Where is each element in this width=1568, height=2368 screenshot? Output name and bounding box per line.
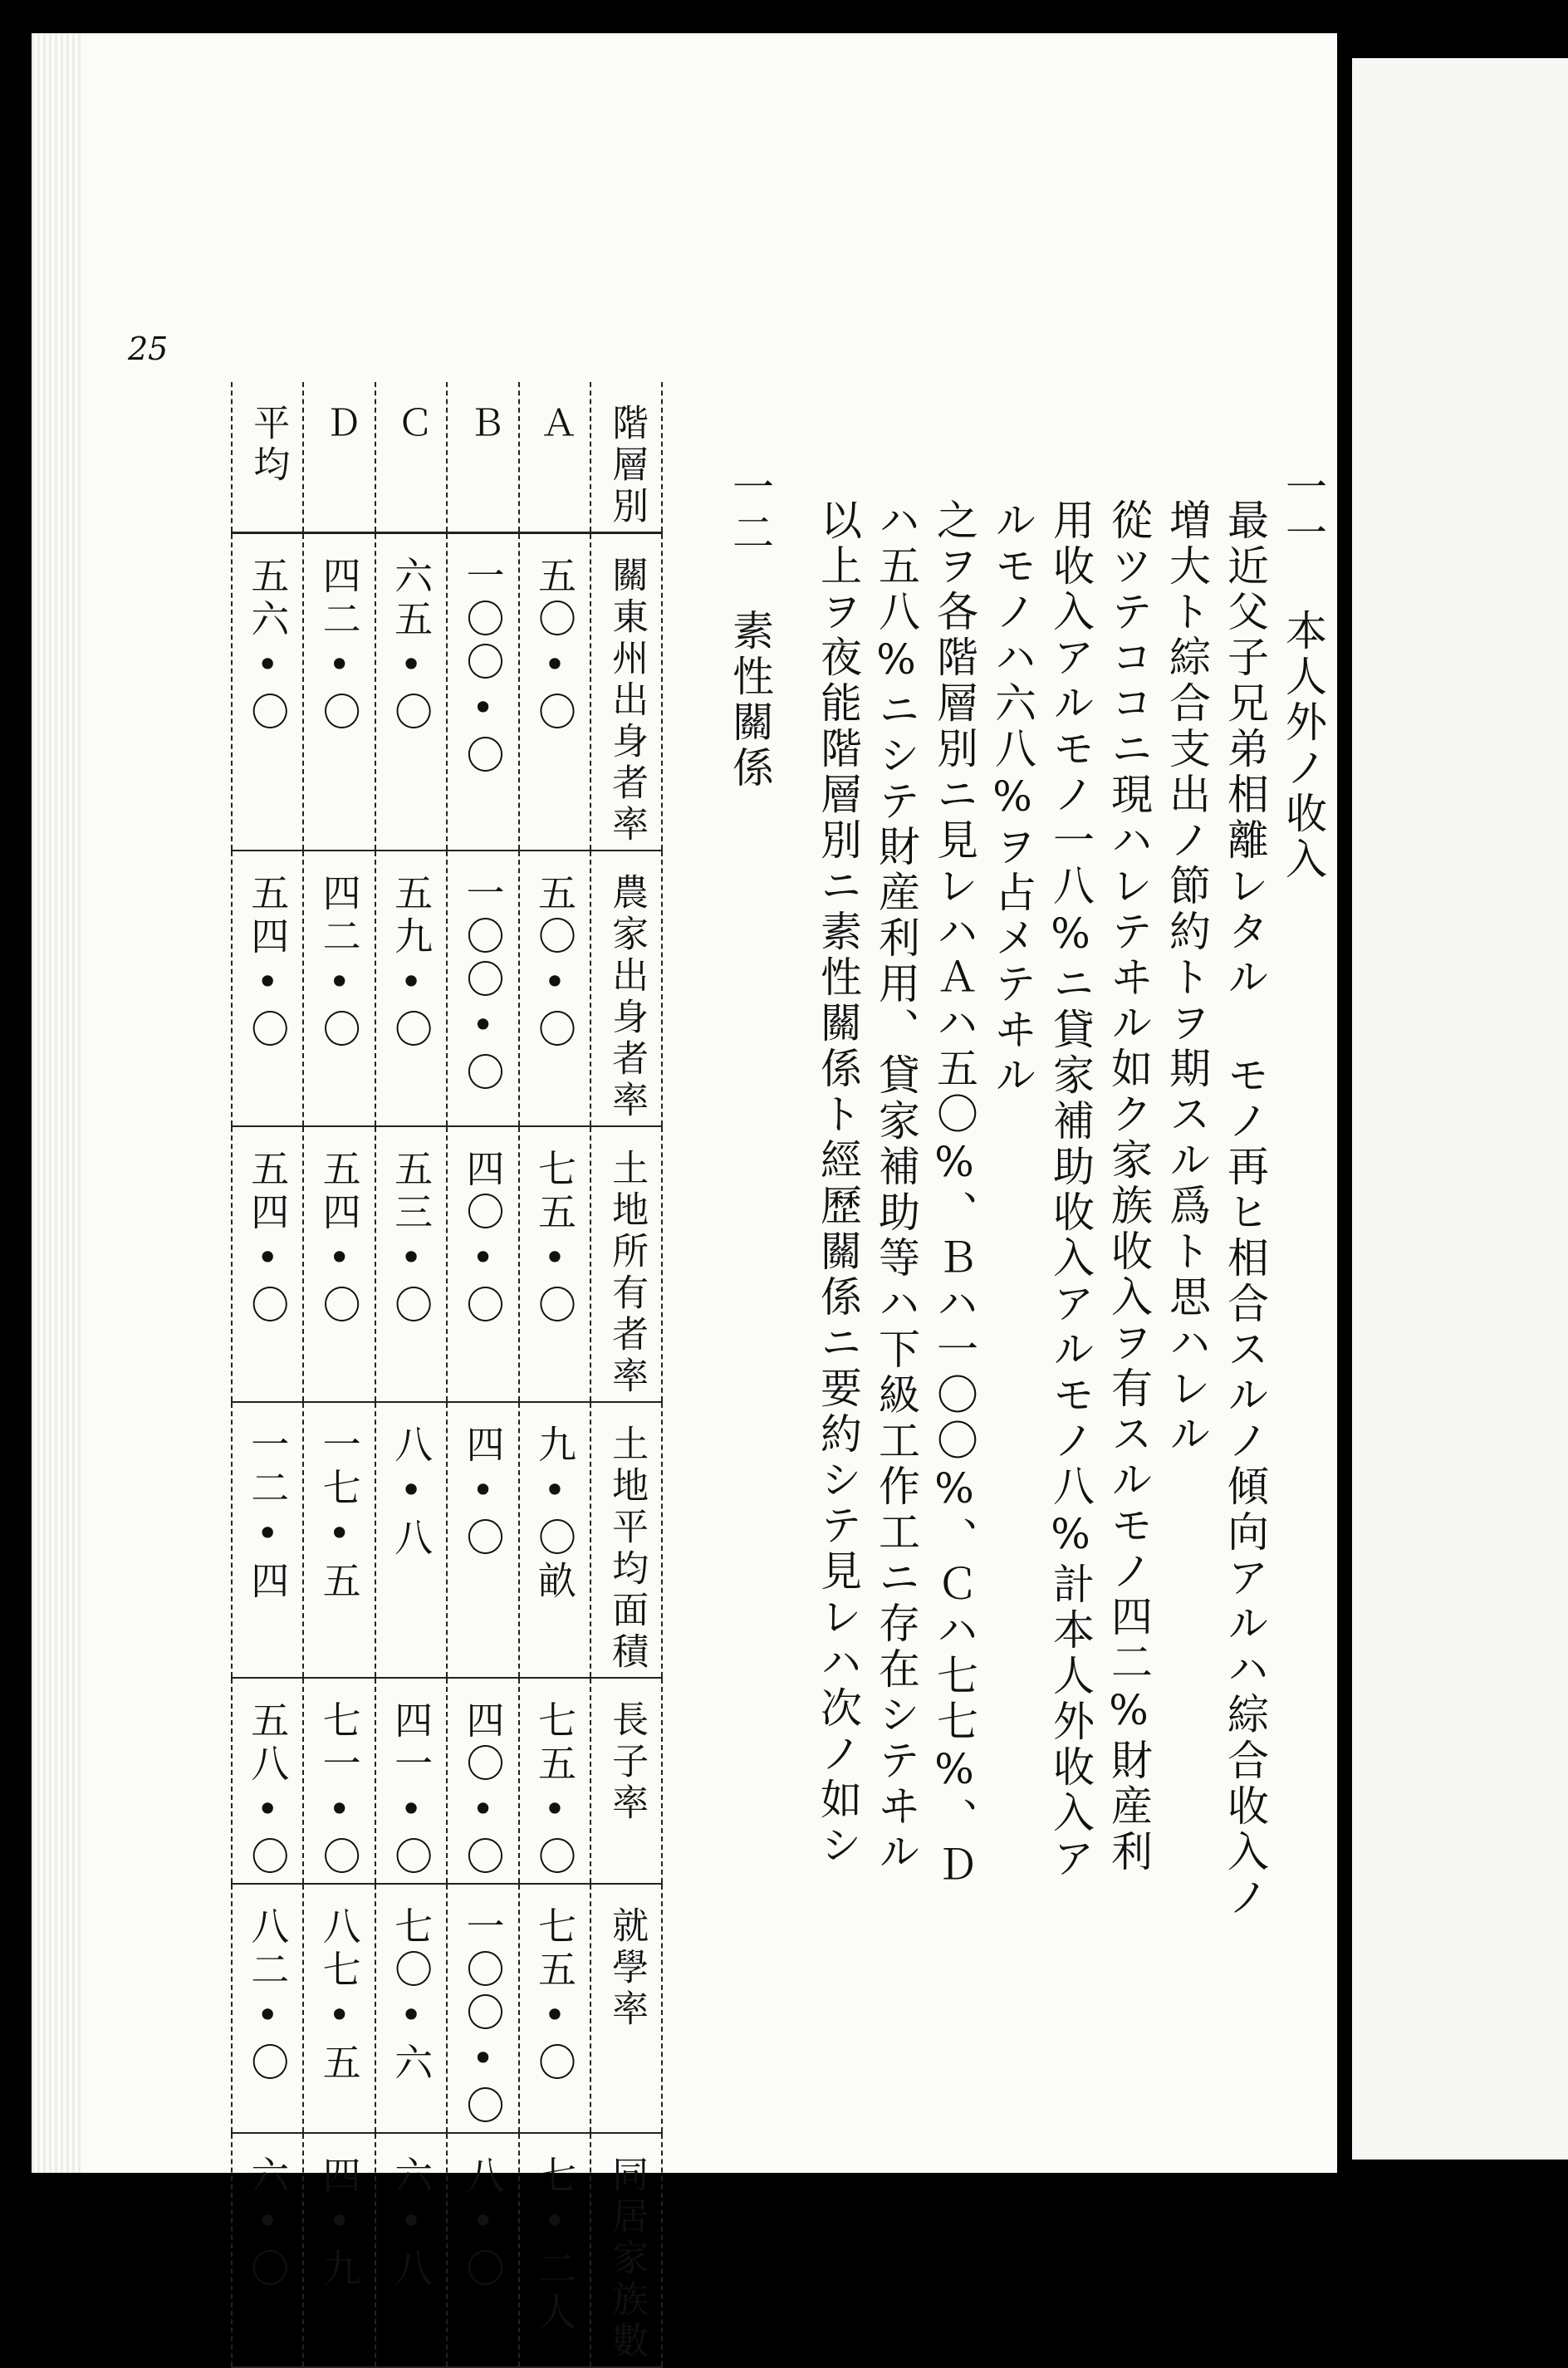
table-cell: 四•九 — [316, 2155, 362, 2292]
table-cell: 一〇〇•〇 — [460, 873, 506, 1096]
table-cell: 四•〇 — [460, 1424, 506, 1561]
table-cell: 五〇•〇 — [532, 873, 577, 1052]
table-cell: 五四•〇 — [245, 1149, 291, 1328]
header-cell: Ｄ — [318, 404, 361, 445]
row-label: 同居家族數 — [605, 2155, 649, 2363]
section-heading-origin: 一二 素性關係 — [726, 465, 774, 792]
column-b — [447, 382, 518, 533]
header-cell: Ａ — [533, 404, 576, 445]
table-cell: 八七•五 — [316, 1906, 362, 2086]
table-cell: 五九•〇 — [389, 873, 434, 1052]
table-cell: 五六•〇 — [245, 556, 291, 735]
section-heading-income: 一一 本人外ノ收入 — [1279, 465, 1327, 883]
row-header — [590, 382, 662, 533]
column-average — [232, 382, 303, 533]
text-line: 増大ト綜合支出ノ節約トヲ期スル爲ト思ハレル — [1163, 498, 1211, 1458]
table-cell: 七•二人 — [532, 2155, 577, 2335]
table-cell: 七一•〇 — [316, 1700, 362, 1880]
row-label: 長子率 — [605, 1700, 649, 1825]
text-line: 用收入アルモノ一八%ニ貸家補助收入アルモノ八%計本人外收入ア — [1046, 498, 1095, 1882]
table-cell: 一〇〇•〇 — [460, 556, 506, 778]
table-cell: 七〇•六 — [389, 1906, 434, 2086]
table-cell: 一二•四 — [245, 1424, 291, 1604]
table-cell: 四二•〇 — [316, 556, 362, 735]
document-page — [32, 33, 1337, 2363]
header-cell: Ｃ — [390, 404, 434, 445]
table-cell: 六•八 — [389, 2155, 434, 2292]
text-line: 最近父子兄弟相離レタル モノ再ヒ相合スルノ傾向アルハ綜合收入ノ — [1221, 498, 1269, 1921]
table-cell: 七五•〇 — [532, 1906, 577, 2086]
table-cell: 五四•〇 — [245, 873, 291, 1052]
text-line: ルモノハ六八%ヲ占メテヰル — [988, 498, 1036, 1099]
table-cell: 七五•〇 — [532, 1700, 577, 1880]
text-line: 從ツテココニ現ハレテヰル如ク家族收入ヲ有スルモノ四二%財産利 — [1105, 498, 1153, 1875]
row-label: 關東州出身者率 — [605, 556, 649, 846]
table-cell: 五三•〇 — [389, 1149, 434, 1328]
row-label: 土地所有者率 — [605, 1149, 649, 1398]
column-a — [519, 382, 590, 533]
stratum-table — [231, 382, 663, 2368]
table-cell: 八二•〇 — [245, 1906, 291, 2086]
table-cell: 一〇〇•〇 — [460, 1906, 506, 2129]
header-cell: 平均 — [247, 404, 290, 487]
row-label: 就學率 — [605, 1906, 649, 2031]
table-cell: 四二•〇 — [316, 873, 362, 1052]
row-label: 土地平均面積 — [605, 1424, 649, 1674]
column-c — [375, 382, 447, 533]
table-cell: 六•〇 — [245, 2155, 291, 2292]
header-cell: Ｂ — [462, 404, 505, 445]
table-cell: 八•〇 — [460, 2155, 506, 2292]
adjacent-page-edge — [1352, 58, 1568, 2160]
table-cell: 五八•〇 — [245, 1700, 291, 1880]
text-line: ハ五八%ニシテ財産利用、貸家補助等ハ下級工作工ニ存在シテヰル — [872, 498, 920, 1875]
table-cell: 四〇•〇 — [460, 1700, 506, 1880]
table-cell: 八•八 — [389, 1424, 434, 1561]
table-cell: 五四•〇 — [316, 1149, 362, 1328]
table-cell: 一七•五 — [316, 1424, 362, 1604]
column-d — [303, 382, 375, 533]
table-cell: 七五•〇 — [532, 1149, 577, 1328]
table-cell: 四一•〇 — [389, 1700, 434, 1880]
text-line: 以上ヲ夜能階層別ニ素性關係ト經歷關係ニ要約シテ見レハ次ノ如シ — [814, 498, 862, 1869]
table-cell: 九•〇畝 — [532, 1424, 577, 1604]
row-label: 農家出身者率 — [605, 873, 649, 1122]
table-cell: 五〇•〇 — [532, 556, 577, 735]
table-cell: 六五•〇 — [389, 556, 434, 735]
page-number: 25 — [128, 331, 169, 367]
text-line: 之ヲ各階層別ニ見レハＡハ五〇%、Ｂハ一〇〇%、Ｃハ七七%、Ｄ — [930, 498, 978, 1889]
table-cell: 四〇•〇 — [460, 1149, 506, 1328]
header-cell: 階層別 — [605, 404, 649, 528]
